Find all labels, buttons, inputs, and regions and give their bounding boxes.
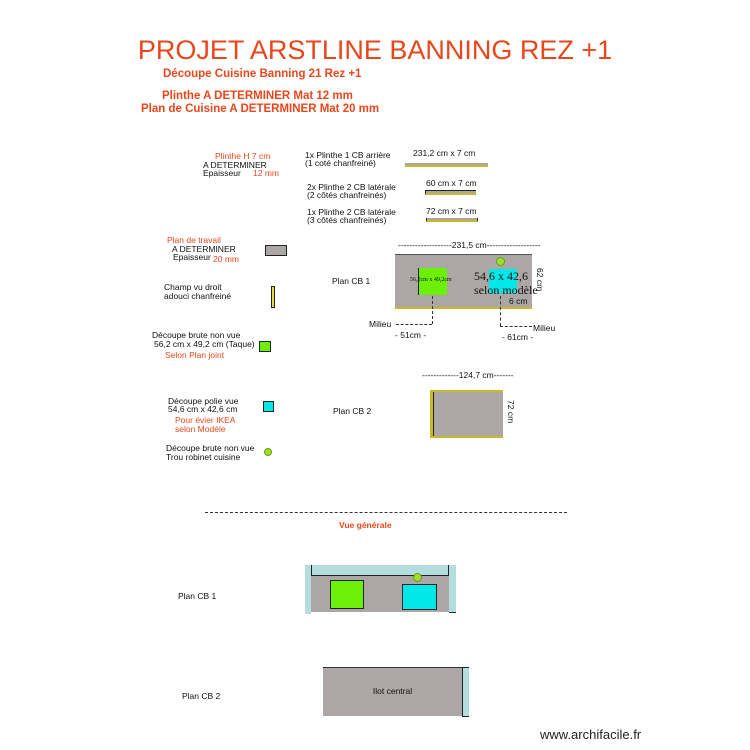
legend-taque-note: Selon Plan joint	[165, 350, 225, 360]
plan-cb2-label: Plan CB 2	[333, 406, 372, 416]
taque-cutout-text: 56,2cm x 49,2cm	[410, 277, 452, 283]
milieu-left-vline	[432, 296, 433, 324]
plinthe-1-line1: 1x Plinthe 1 CB arrière	[305, 150, 391, 160]
legend-evier-line1: Découpe polie vue	[168, 396, 239, 406]
legend-plinthe-heading: Plinthe H 7 cm	[215, 151, 271, 161]
plan-cb2-width-dim: -------------124,7 cm-------	[422, 370, 514, 380]
vue-evier	[402, 584, 437, 610]
evier-offset-dim: 6 cm	[509, 296, 528, 306]
vue-cb2-label: Plan CB 2	[182, 691, 221, 701]
plinthe-2-size: 60 cm x 7 cm	[426, 178, 477, 188]
evier-cutout-text1: 54,6 x 42,6	[474, 269, 528, 283]
vue-cb1-back-wall	[311, 565, 449, 576]
ilot-label: Ilot central	[372, 686, 413, 696]
plan-cb2-depth-dim: 72 cm	[506, 400, 516, 424]
plinthe-1-size: 231,2 cm x 7 cm	[413, 148, 476, 158]
plan-cb1-worktop	[395, 254, 538, 309]
milieu-left-label: Milieu	[369, 319, 392, 329]
evier-cutout-text2: selon modèle	[474, 283, 538, 297]
plinthe-2-line2: (2 côtés chanfreinés)	[307, 190, 387, 200]
vue-cb1-label: Plan CB 1	[178, 591, 217, 601]
legend-plan-heading: Plan de travail	[167, 235, 221, 245]
plinthe-2-line1: 2x Plinthe 2 CB latérale	[307, 182, 396, 192]
evier-swatch	[263, 401, 274, 412]
page-title: PROJET ARSTLINE BANNING REZ +1	[137, 35, 613, 65]
plinthe-3-line2: (3 côtés chanfreinés)	[307, 215, 387, 225]
ilot-central	[323, 667, 462, 716]
legend-plan-material: A DETERMINER	[172, 244, 236, 254]
robinet-hole	[496, 257, 505, 266]
plan-cb1-depth-dim: 62 cm	[535, 268, 545, 292]
section-separator	[205, 512, 567, 513]
legend-plinthe-thickness-label: Epaisseur	[203, 168, 241, 178]
ilot-wall	[462, 667, 469, 717]
legend-evier-note1: Pour évier IKEA	[175, 415, 236, 425]
legend-evier-note2: selon Modèle	[175, 424, 226, 434]
legend-plan-thickness-value: 20 mm	[213, 254, 239, 264]
legend-plinthe-material: A DETERMINER	[203, 160, 267, 170]
vue-robinet	[413, 573, 422, 582]
vue-generale-heading: Vue générale	[339, 520, 392, 530]
plinthe-2-bar	[425, 190, 476, 195]
plinthe-3-bar	[426, 218, 478, 222]
milieu-right-label: Milieu	[533, 323, 556, 333]
edge-swatch	[271, 286, 275, 308]
taque-swatch	[259, 341, 271, 352]
milieu-right-hline	[500, 326, 532, 327]
legend-plinthe-thickness-value: 12 mm	[253, 168, 279, 178]
plan-spec: Plan de Cuisine A DETERMINER Mat 20 mm	[141, 103, 380, 115]
legend-champ-line1: Champ vu droit	[164, 282, 222, 292]
milieu-left-dim: - 51cm -	[395, 330, 427, 340]
legend-robinet-line1: Découpe brute non vue	[166, 443, 255, 453]
milieu-left-hline	[396, 324, 432, 325]
robinet-swatch	[264, 448, 272, 456]
plinthe-1-bar	[405, 163, 488, 167]
plinthe-1-line2: (1 coté chanfreiné)	[305, 158, 376, 168]
legend-champ-line2: adouci chanfreiné	[164, 291, 232, 301]
milieu-right-dim: - 61cm -	[502, 332, 534, 342]
legend-evier-line2: 54,6 cm x 42,6 cm	[168, 404, 238, 414]
vue-taque	[330, 580, 364, 609]
legend-robinet-line2: Trou robinet cuisine	[166, 452, 241, 462]
plan-cb1-label: Plan CB 1	[332, 276, 371, 286]
plinthe-3-size: 72 cm x 7 cm	[426, 206, 477, 216]
subtitle: Découpe Cuisine Banning 21 Rez +1	[163, 68, 362, 80]
plan-cb2-worktop	[430, 390, 503, 438]
plan-cb1-width-dim: -------------------231,5 cm-------------------	[398, 240, 541, 250]
watermark: www.archifacile.fr	[540, 727, 642, 742]
legend-taque-line2: 56,2 cm x 49,2 cm (Taque)	[154, 339, 255, 349]
legend-taque-line1: Découpe brute non vue	[152, 330, 241, 340]
plinthe-3-line1: 1x Plinthe 2 CB latérale	[307, 207, 396, 217]
plinthe-spec: Plinthe A DETERMINER Mat 12 mm	[162, 90, 353, 102]
legend-plan-thickness-label: Epaisseur	[173, 252, 211, 262]
milieu-right-vline	[500, 296, 501, 326]
vue-cb1-wall-right	[449, 565, 456, 613]
worktop-swatch	[265, 245, 287, 256]
